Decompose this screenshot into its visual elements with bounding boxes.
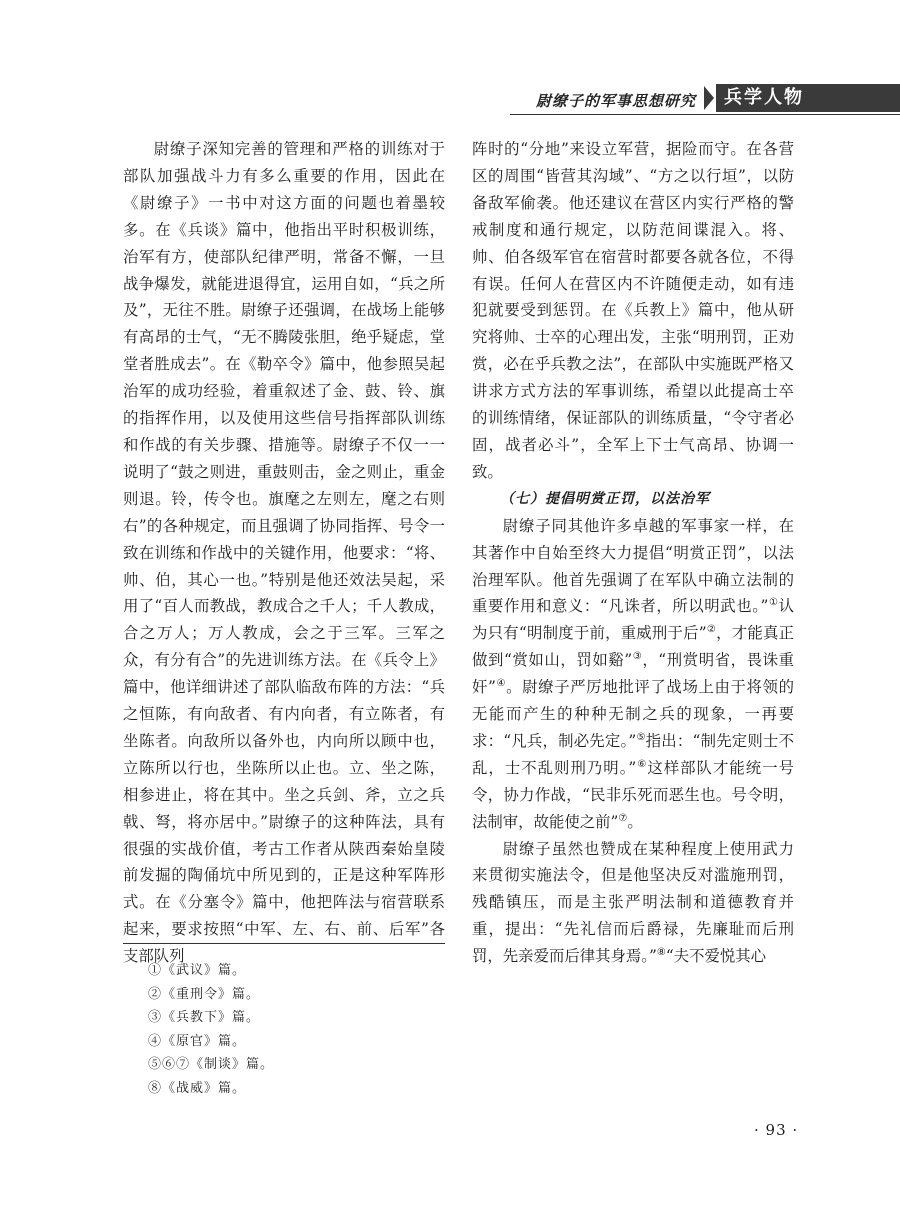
footnote: ⑧《战威》篇。 [148,1080,247,1096]
paragraph: 尉缭子深知完善的管理和严格的训练对于部队加强战斗力有多么重要的作用，因此在《尉缭子》一书中对这方面的问题也着墨较多。在《兵谈》篇中，他指出平时积极训练，治军有方，使部队纪律严明，常备不懈，一旦战争爆发，就能进退得宜，运用自如，“兵之所及”，无往不胜。尉缭子还强调，在战场上能够有高昂的士气，“无不腾陵张胆，绝乎疑虑，堂堂者胜成去”。在《勒卒令》篇中，他参照吴起治军的成功经验，着重叙述了金、鼓、铃、旗的指挥作用，以及使用这些信号指挥部队训练和作战的有关步骤、措施等。尉缭子不仅一一说明了“鼓之则进，重鼓则击，金之则止，重金则退。铃，传令也。旗麾之左则左，麾之右则右”的各种规定，而且强调了协同指挥、号令一致在训练和作战中的关键作用，他要求：“将、帅、伯，其心一也。”特别是他还效法吴起，采用了“百人而教战，教成合之千人；千人教成，合之万人；万人教成，会之于三军。三军之众，有分有合”的先进训练方法。在《兵令上》篇中，他详细讲述了部队临敌布阵的方法：“兵之恒陈，有向敌者、有内向者，有立陈者，有坐陈者。向敌所以备外也，内向所以顾中也，立陈所以行也，坐陈所以止也。立、坐之陈，相参进止，将在其中。坐之兵剑、斧，立之兵戟、弩，将亦居中。”尉缭子的这种阵法，具有很强的实战价值，考古工作者从陕西秦始皇陵前发掘的陶俑坑中所见到的，正是这种军阵形式。在《分塞令》篇中，他把阵法与宿营联系起来，要求按照“中军、左、右、前、后军”各支部队列 [123,140,445,966]
running-title: 尉缭子的军事思想研究 [535,92,696,110]
text-run: “夫不爱悦其心 [665,947,767,966]
section-heading: （七）提倡明赏正罚，以法治军 [500,490,710,507]
footnote-rule [123,943,445,944]
footnote-marker: ⑤ [636,731,646,743]
footnote-marker: ② [706,624,717,636]
text-run: ，“刑赏明省，畏诛重奸” [472,651,795,697]
left-column [123,136,445,970]
header-rule [510,114,900,115]
running-header [510,84,900,124]
text-run: 指出：“制先定则士不乱，士不乱则刑乃明。” [472,731,795,777]
section-badge: 兵学人物 [716,84,900,112]
text-run: 尉缭子虽然也赞成在某种程度上使用武力来贯彻实施法令，但是他坚决反对滥施刑罚，残酷镇压，而是主张严明法制和道德教育并重，提出：“先礼信而后爵禄，先廉耻而后刑罚，先亲爱而后律其身焉。” [472,839,794,966]
footnote-marker: ⑥ [636,758,648,770]
footnote-marker: ① [768,597,779,609]
text-run: 。 [627,812,643,831]
footnote-marker: ③ [632,651,643,663]
footnote: ⑤⑥⑦《制谈》篇。 [148,1057,275,1073]
footnote-marker: ④ [495,678,507,690]
footnote-marker: ⑧ [656,947,666,959]
paragraph: 阵时的“分地”来设立军营，据险而守。在各营区的周围“皆营其沟域”、“方之以行垣”，以防备敌军偷袭。他还建议在营区内实行严格的警戒制度和通行规定，以防范间谍混入。将、帅、伯各级军官在宿营时都要各就各位，不得有误。任何人在营区内不许随便走动，如有违犯就要受到惩罚。在《兵教上》篇中，他从研究将帅、士卒的心理出发，主张“明刑罚，正劝赏，必在乎兵教之法”，在部队中实施既严格又讲求方式方法的军事训练，希望以此提高士卒的训练情绪，保证部队的训练质量，“令守者必固，战者必斗”，全军上下士气高昂、协调一致。 [472,140,794,481]
paragraph [472,513,794,836]
footnote: ③《兵教下》篇。 [148,1010,261,1026]
text-run: 这样部队才能统一号令，协力作战，“民非乐死而恶生也。号令明，法制审，故能使之前” [472,758,794,831]
text-run: 。尉缭子严厉地批评了战场上由于将领的无能而产生的种种无制之兵的现象，一再要求：“凡兵，制必先定。” [472,678,794,750]
footnote: ②《重刑令》篇。 [148,986,261,1002]
right-column [472,136,794,970]
header-arrow-icon [704,86,714,110]
footnotes [148,959,448,1101]
footnote: ①《武议》篇。 [148,963,247,978]
text-run: 认为只有“明制度于前，重威刑于后” [472,597,794,643]
page-number: · 93 · [754,1121,799,1139]
paragraph [472,836,794,971]
footnote-marker: ⑦ [618,812,628,824]
text-run: ，才能真正做到“赏如山，罚如谿” [472,624,794,670]
footnote: ④《原官》篇。 [148,1033,247,1049]
text-run: 尉缭子同其他许多卓越的军事家一样，在其著作中自始至终大力提倡“明赏正罚”，以法治理军队。他首先强调了在军队中确立法制的重要作用和意义：“凡诛者，所以明武也。” [472,516,794,616]
